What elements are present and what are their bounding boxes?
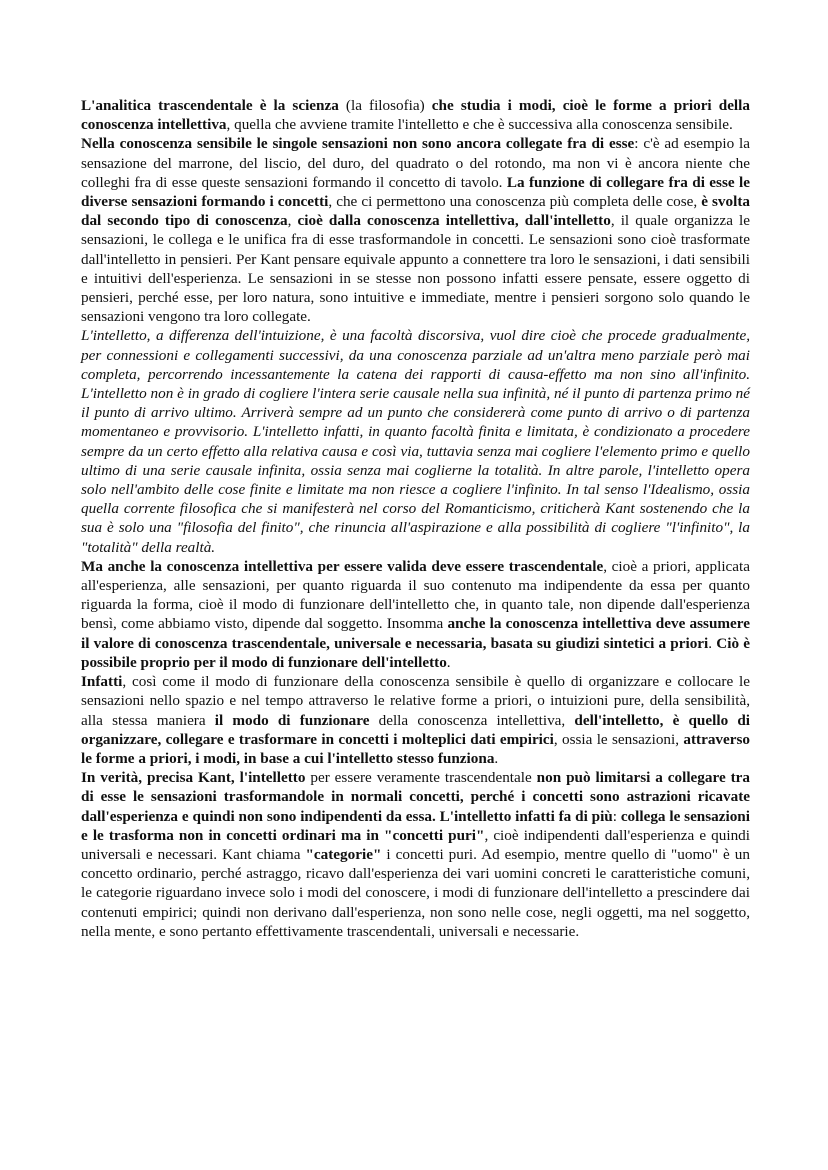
bold-text: Infatti [81,673,123,691]
text: , quella che avviene tramite l'intelletto e che è successiva alla conoscenza sensibile. [226,116,733,134]
bold-text: che studia i modi, cioè le forme a priori della conoscenza intellettiva [81,97,750,134]
text: : [612,807,621,825]
text: , ossia le sensazioni, [553,730,684,748]
bold-text: L'analitica trascendentale è la scienza [81,97,339,114]
bold-text: è svolta dal secondo tipo di conoscenza [81,193,750,230]
paragraph-conoscenza-sensibile [81,134,750,326]
text: . [446,653,451,671]
paragraph-categorie [81,768,750,941]
text: , così come il modo di funzionare della conoscenza sensibile è quello di organizzare e collocare le sensazioni nello spazio e nel tempo attraverso le relative forme a priori, o intuizioni pure, della sensibilità, alla stessa maniera [81,673,750,729]
text: . [708,634,717,652]
bold-text: cioè dalla conoscenza intellettiva, dall'intelletto [297,212,611,230]
paragraph-intelletto-discorsivo [81,326,750,556]
document-page [81,96,750,941]
paragraph-analitica-definition [81,96,750,134]
bold-text: collega le sensazioni e le trasforma non in concetti ordinari ma in "concetti puri" [81,807,750,844]
bold-text: "categorie" [305,845,382,863]
text: i concetti puri. Ad esempio, mentre quello di "uomo" è un concetto ordinario, perché astraggo, ricavo dall'esperienza dei vari uomini concreti le caratteristiche comuni, le categorie riguardano invece solo i modi del conoscere, i modi di funzionare dell'intelletto a prescindere dai contenuti empirici; quindi non derivano dall'esperienza, non sono nelle cose, negli oggetti, ma nel soggetto, nella mente, e sono pertanto effettivamente trascendentali, universali e necessarie. [81,845,750,940]
text: , cioè a priori, applicata all'esperienza, alle sensazioni, per quanto riguarda il suo contenuto ma indipendente da essa per quanto riguarda la forma, cioè il modo di funzionare dell'intelletto che, in quanto tale, non dipende dall'esperienza bensì, come abbiamo visto, dipende dal soggetto. Insomma [81,557,751,633]
bold-text: il modo di funzionare [214,711,370,729]
text: . [494,749,499,767]
text: : c'è ad esempio la sensazione del marrone, del liscio, del duro, del quadrato o del rotondo, ma non vi è ancora niente che colleghi fra di esse queste sensazioni formando il concetto di tavolo. [81,135,750,191]
bold-text: Nella conoscenza sensibile le singole sensazioni non sono ancora collegate fra di esse [81,135,635,153]
text: , cioè indipendenti dall'esperienza e quindi universali e necessari. Kant chiama [81,826,750,863]
bold-text: La funzione di collegare fra di esse le diverse sensazioni formando i concetti [81,173,750,211]
bold-text: attraverso le forme a priori, i modi, in base a cui l'intelletto stesso funziona [81,730,750,767]
text: della conoscenza intellettiva, [369,711,575,729]
text: (la filosofia) [338,97,432,114]
bold-text: In verità, precisa Kant, l'intelletto [81,769,306,787]
text: , [287,212,298,230]
text: per essere veramente trascendentale [305,769,537,787]
paragraph-funzionamento-intelletto [81,672,750,768]
bold-text: dell'intelletto, è quello di organizzare, collegare e trasformare in concetti i molteplici dati empirici [81,711,750,748]
bold-text: Ciò è possibile proprio per il modo di funzionare dell'intelletto [81,634,751,671]
bold-text: non può limitarsi a collegare tra di esse le sensazioni trasformandole in normali concetti, perché i concetti sono astrazioni ricavate dall'esperienza e quindi non sono indipendenti da essa. L'intelletto infatti fa di più [81,769,751,825]
bold-text: anche la conoscenza intellettiva deve assumere il valore di conoscenza trascendentale, universale e necessaria, basata su giudizi sintetici a priori [81,615,750,652]
text: , il quale organizza le sensazioni, le collega e le unifica fra di esse trasformandole in concetti. Le sensazioni sono cioè trasformate dall'intelletto in pensieri. Per Kant pensare equivale appunto a connettere tra loro le sensazioni, i dati sensibili e intuitivi dell'esperienza. Le sensazioni in se stesse non possono infatti essere pensate, essere oggetto di pensieri, perché esse, per loro natura, sono intuitive e immediate, mentre i pensieri sorgono solo quando le sensazioni vengono tra loro collegate. [81,212,751,326]
italic-text: L'intelletto, a differenza dell'intuizione, è una facoltà discorsiva, vuol dire cioè che procede gradualmente, per connessioni e collegamenti successivi, da una conoscenza parziale ad un'altra meno parziale però mai completa, percorrendo incessantemente la catena dei rapporti di causa-effetto ma non sino all'infinito. L'intelletto non è in grado di cogliere l'intera serie causale nella sua infinità, né il punto di partenza primo né il punto di arrivo ultimo. Arriverà sempre ad un punto che considererà come punto di arrivo o di partenza momentaneo e provvisorio. L'intelletto infatti, in quanto facoltà finita e limitata, è condizionato a procedere sempre da un certo effetto alla relativa causa e così via, tuttavia senza mai cogliere l'elemento primo e quello ultimo di una serie causale infinita, ossia senza mai coglierne la totalità. In altre parole, l'intelletto opera solo nell'ambito delle cose finite e limitate ma non riesce a cogliere l'infinito. In tal senso l'Idealismo, ossia quella corrente filosofica che si manifesterà nel corso del Romanticismo, criticherà Kant sostenendo che la sua è solo una "filosofia del finito", che rinuncia all'aspirazione e alla possibilità di cogliere "l'infinito", la "totalità" della realtà. [81,327,750,556]
text: , che ci permettono una conoscenza più completa delle cose, [328,193,702,211]
paragraph-conoscenza-trascendentale [81,557,750,672]
bold-text: Ma anche la conoscenza intellettiva per essere valida deve essere trascendentale [81,557,604,575]
